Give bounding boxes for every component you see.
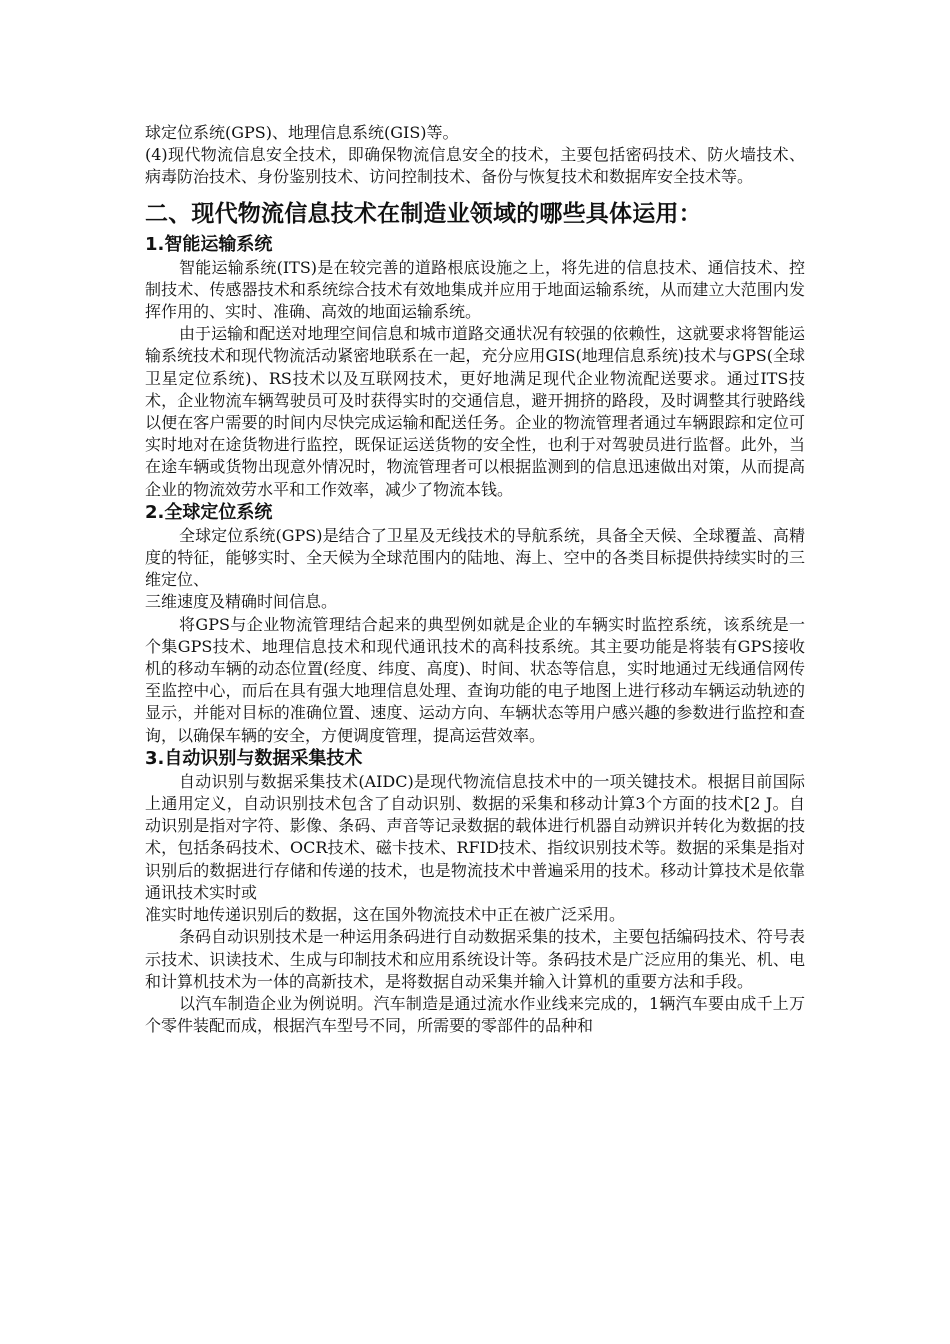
section-title: 二、现代物流信息技术在制造业领域的哪些具体运用：: [145, 200, 702, 227]
document-page: [145, 122, 805, 1037]
heading-aidc: 3.自动识别与数据采集技术: [145, 747, 363, 769]
aidc-paragraph-1-continued: 准实时地传递识别后的数据，这在国外物流技术中正在被广泛采用。: [145, 905, 626, 925]
heading-its: 1.智能运输系统: [145, 233, 273, 255]
aidc-paragraph-3: 以汽车制造企业为例说明。汽车制造是通过流水作业线来完成的，1辆汽车要由成千上万个零件装配而成，根据汽车型号不同，所需要的零部件的品种和: [145, 993, 805, 1036]
aidc-paragraph-1: 自动识别与数据采集技术(AIDC)是现代物流信息技术中的一项关键技术。根据目前国际上通用定义，自动识别技术包含了自动识别、数据的采集和移动计算3个方面的技术[2 J。自动识别是指对字符、影像、条码、声音等记录数据的载体进行机器自动辨识并转化为数据的技术，包括条码技术、OCR技术、磁卡技术、RFID技术、指纹识别技术等。数据的采集是指对识别后的数据进行存储和传递的技术，也是物流技术中普遍采用的技术。移动计算技术是依靠通讯技术实时或: [145, 771, 805, 902]
gps-paragraph-1-continued: 三维速度及精确时间信息。: [145, 592, 338, 612]
its-paragraph-1: 智能运输系统(ITS)是在较完善的道路根底设施之上，将先进的信息技术、通信技术、控制技术、传感器技术和系统综合技术有效地集成并应用于地面运输系统，从而建立大范围内发挥作用的、实时、准确、高效的地面运输系统。: [145, 257, 805, 322]
gps-paragraph-1: 全球定位系统(GPS)是结合了卫星及无线技术的导航系统，具备全天候、全球覆盖、高精度的特征，能够实时、全天候为全球范围内的陆地、海上、空中的各类目标提供持续实时的三维定位、: [145, 525, 805, 590]
heading-gps: 2.全球定位系统: [145, 501, 273, 523]
intro-paragraph-1: 球定位系统(GPS)、地理信息系统(GIS)等。: [145, 123, 459, 142]
aidc-paragraph-2: 条码自动识别技术是一种运用条码进行自动数据采集的技术，主要包括编码技术、符号表示技术、识读技术、生成与印制技术和应用系统设计等。条码技术是广泛应用的集光、机、电和计算机技术为一体的高新技术，是将数据自动采集并输入计算机的重要方法和手段。: [145, 927, 805, 991]
gps-paragraph-2: 将GPS与企业物流管理结合起来的典型例如就是企业的车辆实时监控系统，该系统是一个集GPS技术、地理信息技术和现代通讯技术的高科技系统。其主要功能是将装有GPS接收机的移动车辆的动态位置(经度、纬度、高度)、时间、状态等信息，实时地通过无线通信网传至监控中心，而后在具有强大地理信息处理、查询功能的电子地图上进行移动车辆运动轨迹的显示，并能对目标的准确位置、速度、运动方向、车辆状态等用户感兴趣的参数进行监控和查询，以确保车辆的安全，方便调度管理，提高运营效率。: [145, 614, 805, 745]
intro-paragraph-2: (4)现代物流信息安全技术，即确保物流信息安全的技术，主要包括密码技术、防火墙技术、病毒防治技术、身份鉴别技术、访问控制技术、备份与恢复技术和数据库安全技术等。: [145, 145, 805, 187]
its-paragraph-2: 由于运输和配送对地理空间信息和城市道路交通状况有较强的依赖性，这就要求将智能运输系统技术和现代物流活动紧密地联系在一起，充分应用GIS(地理信息系统)技术与GPS(全球卫星定位系统)、RS技术以及互联网技术，更好地满足现代企业物流配送要求。通过ITS技术，企业物流车辆驾驶员可及时获得实时的交通信息，避开拥挤的路段，及时调整其行驶路线以便在客户需要的时间内尽快完成运输和配送任务。企业的物流管理者通过车辆跟踪和定位可实时地对在途货物进行监控，既保证运送货物的安全性，也利于对驾驶员进行监督。此外，当在途车辆或货物出现意外情况时，物流管理者可以根据监测到的信息迅速做出对策，从而提高企业的物流效劳水平和工作效率，减少了物流本钱。: [145, 324, 805, 499]
